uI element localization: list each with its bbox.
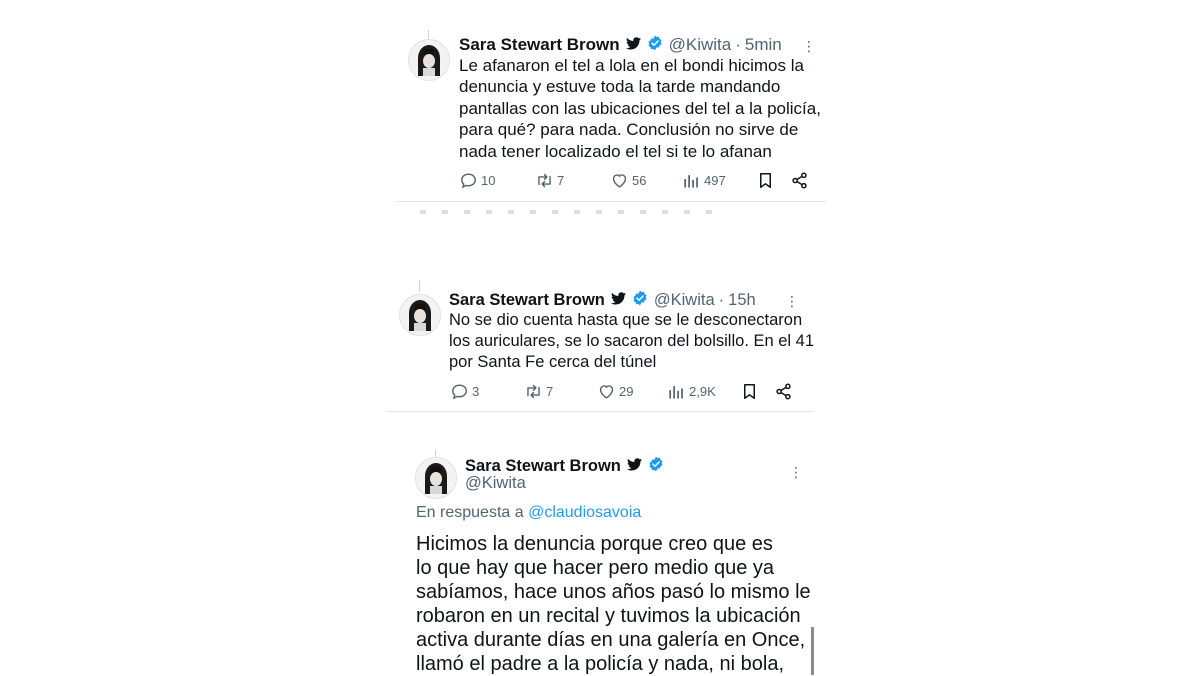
retweet-icon [535, 171, 554, 190]
bookmark-button[interactable] [740, 382, 759, 401]
author-handle[interactable]: @Kiwita [668, 35, 732, 54]
thread-line [419, 280, 420, 292]
views-button[interactable] [682, 171, 726, 190]
tweet-text-line: Hicimos la denuncia porque creo que es [416, 533, 773, 555]
retweet-count: 7 [546, 384, 554, 399]
view-count: 2,9K [689, 384, 716, 399]
bookmark-button[interactable] [756, 171, 775, 190]
tweet-text [459, 55, 821, 162]
verified-badge-icon [648, 456, 664, 477]
like-button[interactable] [597, 382, 633, 401]
author-name[interactable]: Sara Stewart Brown [459, 35, 620, 54]
twitter-bird-icon [626, 35, 641, 55]
more-dots-icon[interactable]: ⋮ [789, 464, 803, 480]
retweet-button[interactable] [535, 171, 564, 190]
tweet-text-line: robaron en un recital y tuvimos la ubicación [416, 605, 801, 627]
separator-dot: · [735, 35, 741, 54]
tweet-text-line: activa durante días en una galería en Once, [416, 629, 806, 651]
reply-button[interactable] [459, 171, 495, 190]
tweet-text-line: llamó el padre a la policía y nada, ni bola, [416, 653, 785, 675]
tweet-time[interactable]: 15h [728, 290, 756, 309]
retweet-icon [524, 382, 543, 401]
divider [395, 201, 826, 202]
reply-count: 10 [481, 173, 496, 188]
like-count: 56 [632, 173, 647, 188]
tweet-text-line: por Santa Fe cerca del túnel [449, 353, 657, 371]
tweet-header [459, 34, 782, 56]
bookmark-icon [740, 382, 759, 401]
view-count: 497 [704, 173, 726, 188]
author-handle[interactable]: @Kiwita [653, 290, 715, 309]
reply-mention-link[interactable]: @claudiosavoia [528, 504, 642, 521]
author-name[interactable]: Sara Stewart Brown [465, 456, 621, 475]
tweet-text-line: pantallas con las ubicaciones del tel a la policía, [459, 98, 821, 118]
tweet-text [449, 310, 814, 373]
heart-icon [610, 171, 629, 190]
tweet-header [449, 289, 756, 311]
separator-dot: · [718, 290, 725, 309]
share-button[interactable] [790, 171, 809, 190]
tweet-text-line: No se dio cuenta hasta que se le desconectaron [449, 311, 803, 329]
author-handle[interactable]: @Kiwita [465, 474, 526, 492]
share-icon [774, 382, 793, 401]
reply-icon [450, 382, 469, 401]
cut-off-content [420, 210, 720, 214]
like-button[interactable] [610, 171, 646, 190]
tweet-text-line: Le afanaron el tel a lola en el bondi hicimos la [459, 56, 804, 75]
reply-button[interactable] [450, 382, 479, 401]
tweet-time[interactable]: 5min [744, 35, 782, 54]
reply-icon [459, 171, 478, 190]
tweet-text [416, 532, 811, 676]
share-button[interactable] [774, 382, 793, 401]
views-icon [682, 171, 701, 190]
twitter-bird-icon [627, 457, 642, 476]
bookmark-icon [756, 171, 775, 190]
scrollbar[interactable] [811, 627, 814, 675]
tweet-text-line: los auriculares, se lo sacaron del bolsillo. En el 41 [449, 332, 815, 350]
avatar[interactable] [415, 457, 457, 499]
avatar[interactable] [399, 294, 441, 336]
tweet-text-line: sabíamos, hace unos años pasó lo mismo le [416, 581, 811, 603]
reply-count: 3 [472, 384, 480, 399]
author-name[interactable]: Sara Stewart Brown [449, 290, 605, 309]
retweet-count: 7 [557, 173, 565, 188]
divider [386, 411, 814, 412]
reply-context [416, 504, 641, 522]
heart-icon [597, 382, 616, 401]
tweet-text-line: lo que hay que hacer pero medio que ya [416, 557, 775, 579]
tweet-text-line: para qué? para nada. Conclusión no sirve de [459, 120, 799, 140]
tweet-text-line: denuncia y estuve toda la tarde mandando [459, 77, 781, 97]
more-dots-icon[interactable]: ⋮ [785, 293, 799, 309]
more-dots-icon[interactable]: ⋮ [802, 38, 816, 54]
views-button[interactable] [667, 382, 716, 401]
views-icon [667, 382, 686, 401]
tweet-text-line: nada tener localizado el tel si te lo afanan [459, 141, 772, 161]
verified-badge-icon [647, 35, 663, 56]
like-count: 29 [619, 384, 634, 399]
reply-prefix: En respuesta a [416, 504, 524, 521]
avatar[interactable] [408, 39, 450, 81]
share-icon [790, 171, 809, 190]
retweet-button[interactable] [524, 382, 553, 401]
verified-badge-icon [632, 290, 648, 311]
twitter-bird-icon [611, 291, 626, 310]
